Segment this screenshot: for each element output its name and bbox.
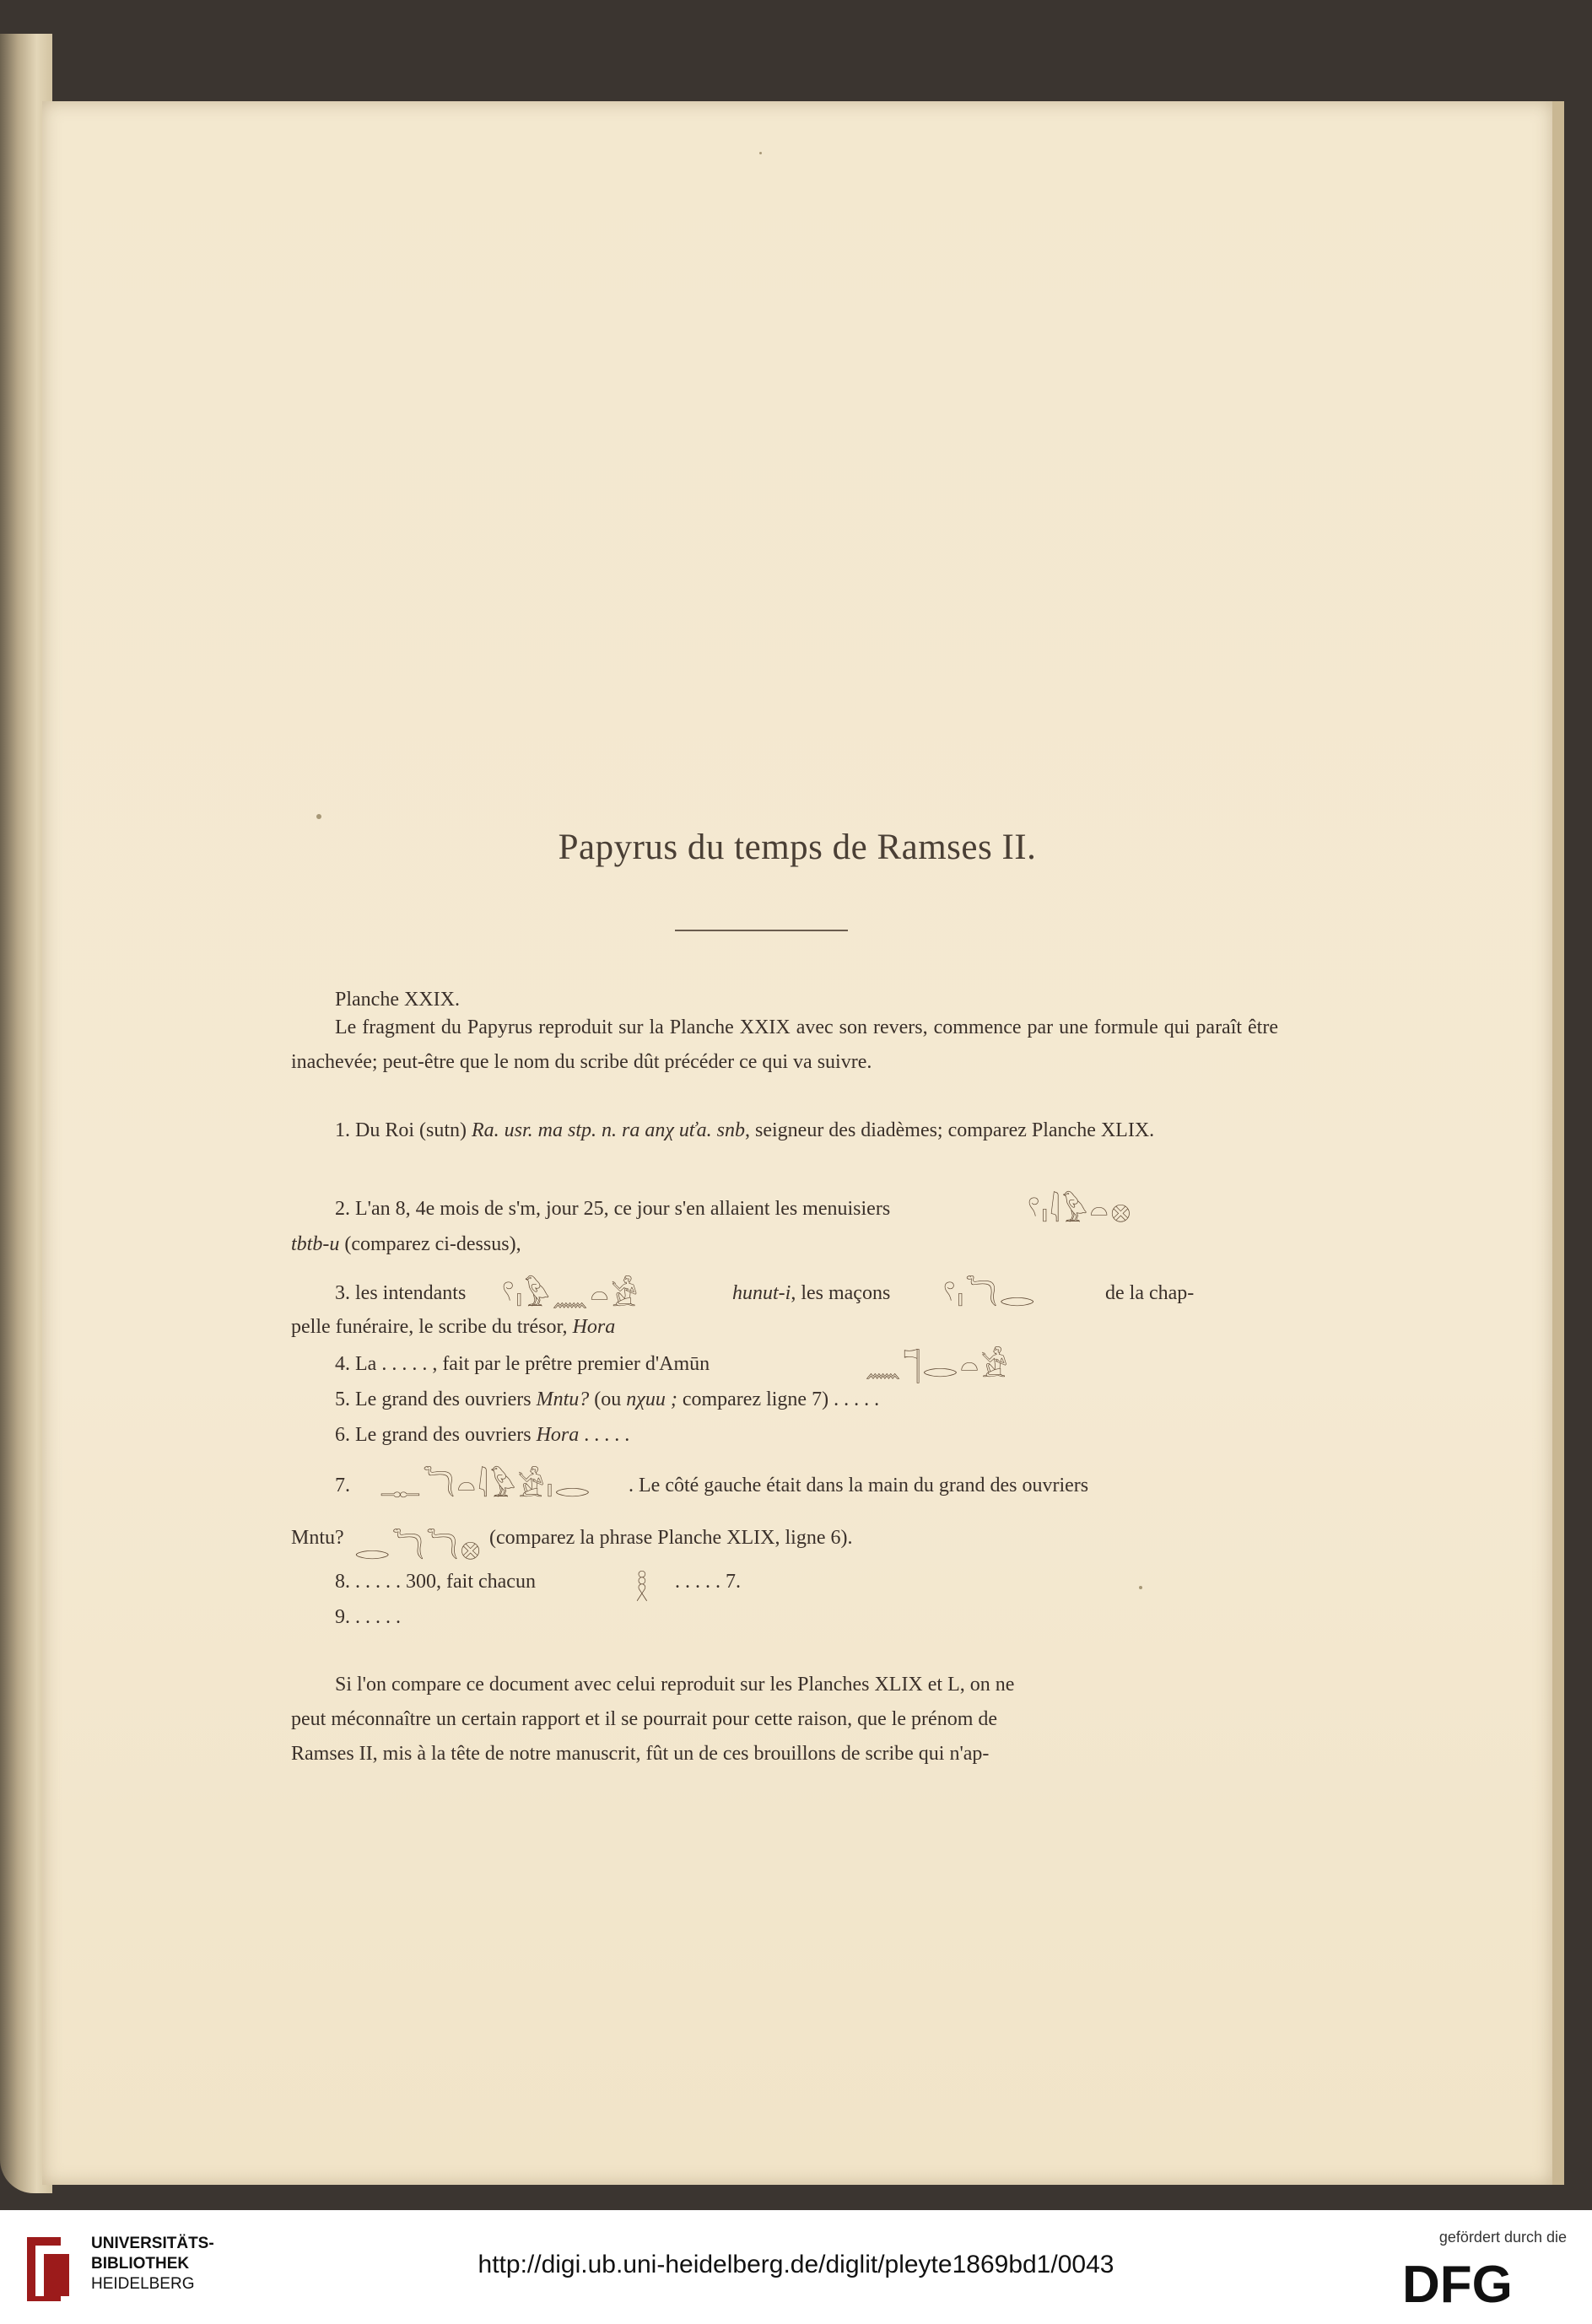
closing-line-3: Ramses II, mis à la tête de notre manuscrit, fût un de ces brouillons de scribe qui n'ap- [291, 1743, 990, 1765]
hieratic-script: 𓍢𓏤𓅱𓈖𓏏𓀀 [502, 1279, 640, 1313]
item-9: 9. . . . . . [335, 1606, 401, 1628]
footer-bar [0, 2210, 1592, 2324]
closing-line-1: Si l'on compare ce document avec celui reproduit sur les Planches XLIX et L, on ne [335, 1674, 1015, 1696]
page-title: Papyrus du temps de Ramses II. [558, 828, 1037, 867]
planche-heading: Planche XXIX. [335, 989, 460, 1011]
item-8: 8. . . . . . 300, fait chacun [335, 1571, 536, 1593]
paper-speck [1139, 1586, 1142, 1589]
title-divider [675, 930, 848, 931]
item-6: 6. Le grand des ouvriers Hora . . . . . [335, 1424, 630, 1446]
hieratic-script: 𓎛 [635, 1574, 650, 1609]
page-right-edge [1552, 101, 1564, 2185]
item-3: 3. les intendants [335, 1282, 467, 1304]
library-name: UNIVERSITÄTS- BIBLIOTHEK HEIDELBERG [91, 2235, 214, 2293]
paper-speck [759, 152, 762, 154]
item-7-number: 7. [335, 1475, 350, 1496]
item-5: 5. Le grand des ouvriers Mntu? (ou nχuu ; comparez ligne 7) . . . . . [335, 1388, 880, 1410]
hieratic-script: 𓈖𓊹𓂋𓏏𓀀 [865, 1350, 1010, 1384]
intro-paragraph: Le fragment du Papyrus reproduit sur la Planche XXIX avec son revers, commence par une formule qui paraît être inachevée; peut-être que le nom du scribe dût précéder ce qui va suivre. [291, 1016, 1278, 1073]
item-7-cont-a: Mntu? [291, 1527, 344, 1549]
item-8-b: . . . . . 7. [675, 1571, 741, 1593]
hieratic-script: 𓍢𓏤𓆓𓂋 [943, 1279, 1037, 1313]
item-3-cont: pelle funéraire, le scribe du trésor, Hora [291, 1316, 616, 1338]
item-1: 1. Du Roi (sutn) Ra. usr. ma stp. n. ra anχ uťa. snb, seigneur des diadèmes; comparez Planche XLIX. [335, 1119, 1155, 1141]
hieratic-script: 𓂋𓆓𓆓𓊖 [354, 1532, 483, 1566]
item-3b: hunut-i, les maçons [732, 1282, 891, 1304]
item-7-cont-b: (comparez la phrase Planche XLIX, ligne 6). [489, 1527, 853, 1549]
svg-text:DFG: DFG [1402, 2257, 1513, 2309]
hieratic-script: 𓍢𓏤𓇋𓅱𓏏𓊖 [1028, 1194, 1133, 1229]
source-url-link[interactable]: http://digi.ub.uni-heidelberg.de/diglit/pleyte1869bd1/0043 [478, 2251, 1114, 2278]
item-7: . Le côté gauche était dans la main du grand des ouvriers [629, 1475, 1089, 1496]
item-2: 2. L'an 8, 4e mois de s'm, jour 25, ce jour s'en allaient les menuisiers [335, 1198, 891, 1220]
dfg-logo [1402, 2257, 1562, 2309]
item-4: 4. La . . . . . , fait par le prêtre premier d'Amūn [335, 1353, 710, 1375]
funding-credit: gefördert durch die [1438, 2229, 1567, 2246]
book-page [42, 101, 1552, 2185]
paper-speck [316, 814, 321, 819]
item-2-cont: tbtb-u (comparez ci-dessus), [291, 1233, 521, 1255]
hieratic-script: 𓊃𓆓𓏏𓇋𓅱𓀀𓏤𓂋 [380, 1469, 592, 1504]
item-3c: de la chap- [1105, 1282, 1195, 1304]
closing-line-2: peut méconnaître un certain rapport et il se pourrait pour cette raison, que le prénom de [291, 1708, 998, 1730]
